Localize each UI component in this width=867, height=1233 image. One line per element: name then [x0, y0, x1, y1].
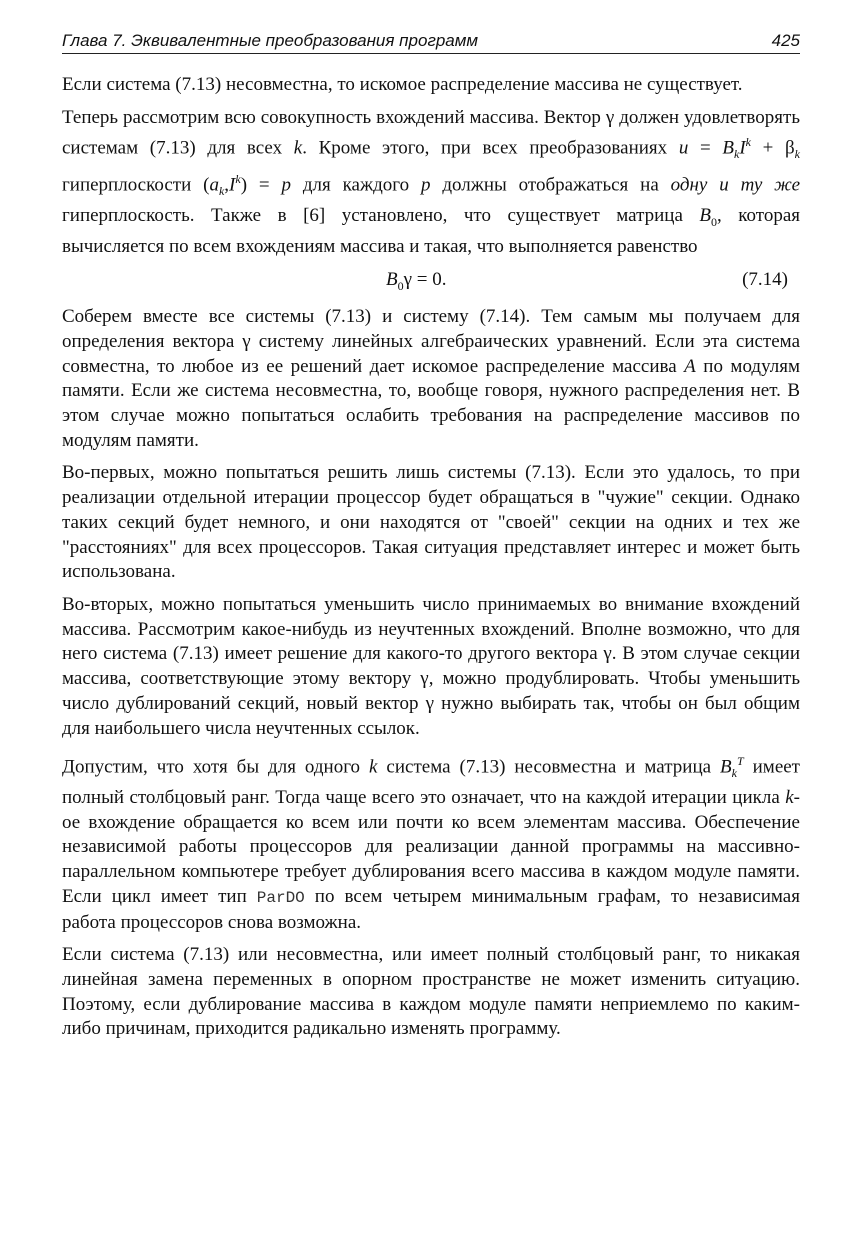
running-header — [62, 28, 800, 53]
equation-number: (7.14) — [742, 269, 788, 291]
paragraph-1: Если система (7.13) несовместна, то искомое распределение массива не существует. — [62, 74, 743, 95]
page-number: 425 — [771, 31, 800, 50]
code-pardo: ParDO — [256, 888, 305, 907]
emphasis: одну и ту же — [670, 174, 801, 196]
paragraph-4: Во-первых, можно попытаться решить лишь системы (7.13). Если это удалось, то при реализации отдельной итерации процессор будет обращаться в "чужие" секции. Однако таких секций будет немного, и они находятся от "своей" секции на одних и тех же "расстояниях" для всех процессоров. Такая ситуация представляет интерес и может быть использована. — [62, 462, 800, 583]
paragraph-3: Соберем вместе все системы (7.13) и систему (7.14). Тем самым мы получаем для определения вектора γ систему линейных алгебраических уравнений. Если эта система совместна, то любое из ее решений дает искомое распределение массива A по модулям памяти. Если же система несовместна, то, вообще говоря, нужного распределения нет. В этом случае можно попытаться ослабить требования на распределение массивов по модулям памяти. — [62, 306, 800, 451]
paragraph-2: Теперь рассмотрим всю совокупность вхождений массива. Вектор γ должен удовлетворять системам (7.13) для всех k. Кроме этого, при всех преобразованиях $u = B_kI^k + \beta_k$ гиперплоскости $(a_k,I^k) = p$ для каждого p должны отображаться на одну и ту же гиперплоскость. Также в [6] установлено, что существует матрица $B_0$, которая вычисляется по всем вхождениям массива и такая, что выполняется равенство — [62, 106, 801, 257]
paragraph-5: Во-вторых, можно попытаться уменьшить число принимаемых во внимание вхождений массива. Рассмотрим какое-нибудь из неучтенных вхождений. Вполне возможно, что для него система (7.13) имеет решение для какого-то другого вектора γ. В этом случае секции массива, соответствующие этому вектору γ, можно продублировать. Чтобы уменьшить число дублирований секций, новый вектор γ нужно выбирать так, чтобы он был общим для наибольшего числа неучтенных ссылок. — [62, 594, 800, 739]
paragraph-6: Допустим, что хотя бы для одного k система (7.13) несовместна и матрица $B_k^T$ имеет полный столбцовый ранг. Тогда чаще всего это означает, что на каждой итерации цикла k-ое вхождение обращается ко всем или почти ко всем элементам массива. Обеспечение независимой работы процессоров для реализации данной программы на массивно-параллельном компьютере требует дублирования всего массива в каждом модуле памяти. Если цикл имеет тип ParDO по всем четырем минимальным графам, то независимая работа процессоров снова возможна. — [62, 754, 800, 933]
body-text — [62, 73, 800, 1050]
chapter-title: Глава 7. Эквивалентные преобразования программ — [62, 31, 479, 50]
equation-7-14 — [62, 267, 800, 297]
paragraph-7: Если система (7.13) или несовместна, или имеет полный столбцовый ранг, то никакая линейная замена переменных в опорном пространстве не может изменить ситуацию. Поэтому, если дублирование массива в каждом модуле памяти неприемлемо по каким-либо причинам, приходится радикально изменять программу. — [62, 944, 800, 1040]
equation-formula: $B_0\gamma = 0$. — [386, 269, 447, 294]
header-rule — [62, 53, 800, 54]
